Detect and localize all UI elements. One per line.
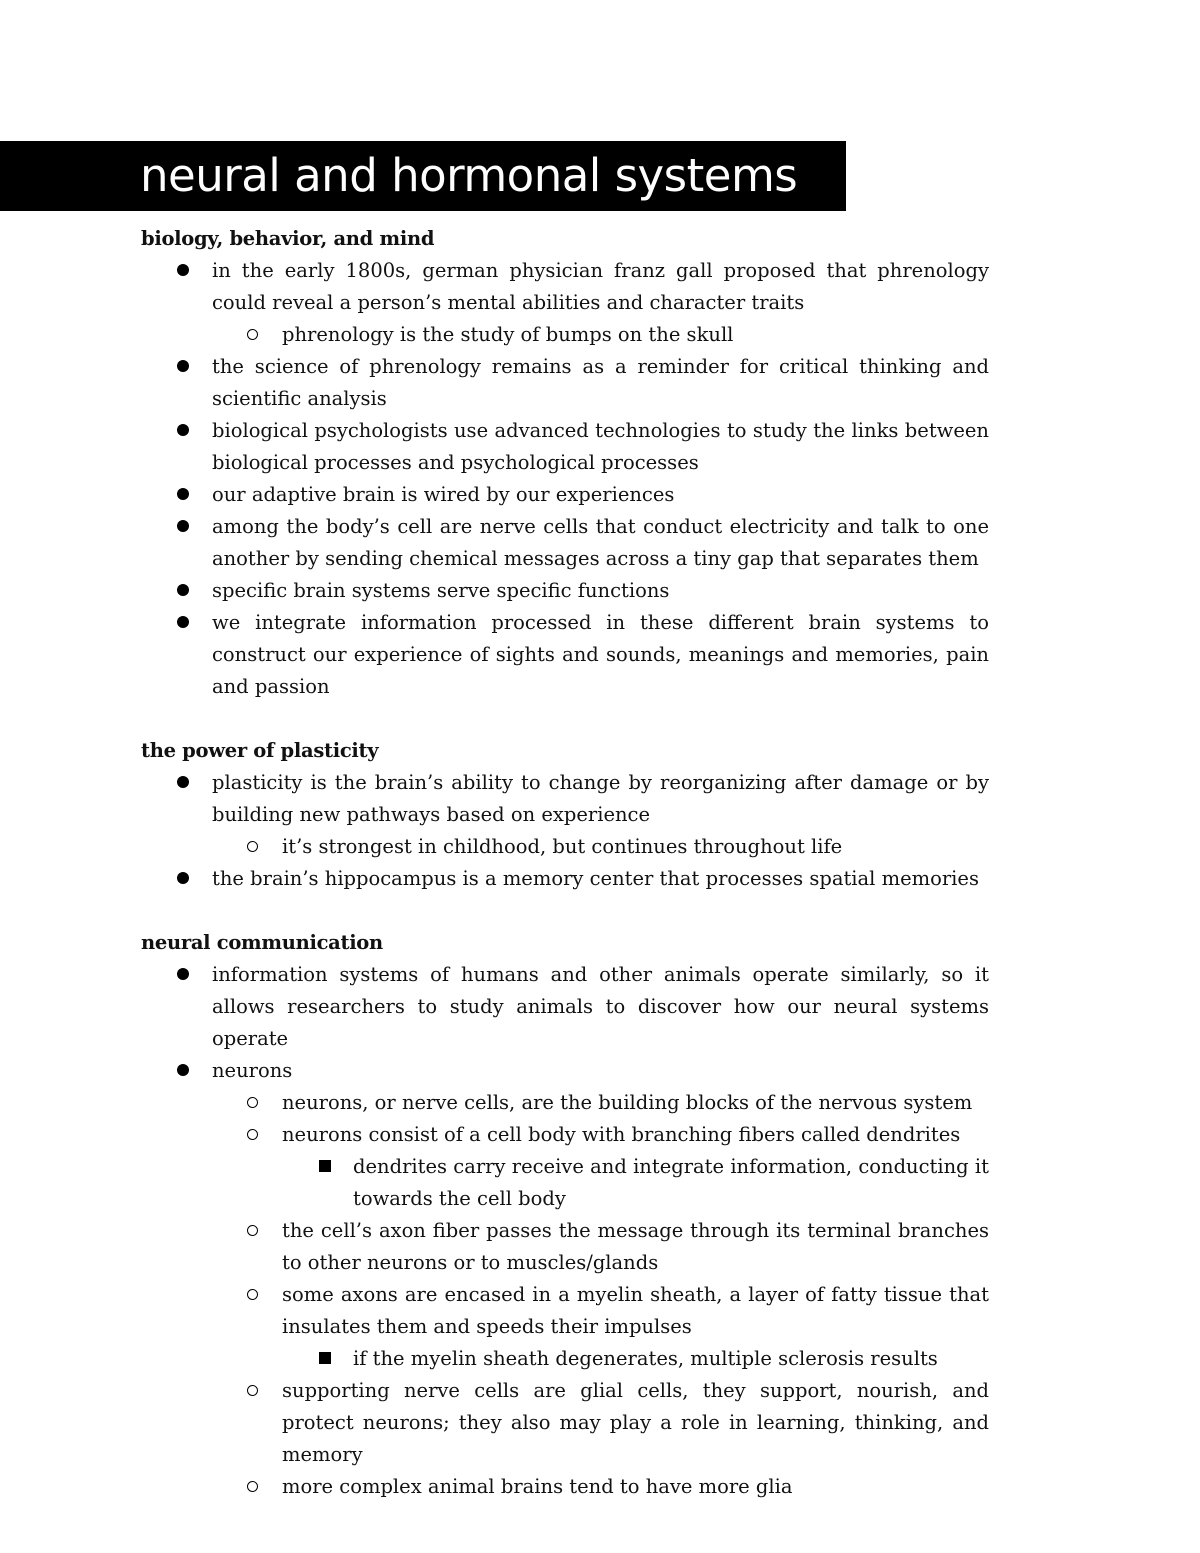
bullet-circle-icon (247, 1087, 258, 1119)
list-item: specific brain systems serve specific functions (141, 575, 989, 607)
bullet-dot-icon (177, 351, 189, 383)
bullet-circle-icon (247, 1375, 258, 1407)
bullet-circle-icon (247, 1119, 258, 1151)
bullet-square-icon (319, 1343, 331, 1375)
bullet-circle-icon (247, 1215, 258, 1247)
list-item: if the myelin sheath degenerates, multiple sclerosis results (141, 1343, 989, 1375)
bullet-dot-icon (177, 959, 189, 991)
list-item: neurons (141, 1055, 989, 1087)
page-title: neural and hormonal systems (0, 141, 846, 211)
bullet-dot-icon (177, 415, 189, 447)
bullet-dot-icon (177, 863, 189, 895)
bullet-dot-icon (177, 1055, 189, 1087)
list-item: the brain’s hippocampus is a memory center that processes spatial memories (141, 863, 989, 895)
list-item: plasticity is the brain’s ability to change by reorganizing after damage or by building new pathways based on experience (141, 767, 989, 831)
bullet-dot-icon (177, 575, 189, 607)
document-body (141, 223, 989, 1503)
section-heading: neural communication (141, 931, 383, 954)
bullet-circle-icon (247, 831, 258, 863)
list-item: the science of phrenology remains as a reminder for critical thinking and scientific analysis (141, 351, 989, 415)
bullet-dot-icon (177, 479, 189, 511)
list-item: more complex animal brains tend to have more glia (141, 1471, 989, 1503)
list-item: in the early 1800s, german physician franz gall proposed that phrenology could reveal a person’s mental abilities and character traits (141, 255, 989, 319)
list-item: among the body’s cell are nerve cells that conduct electricity and talk to one another by sending chemical messages across a tiny gap that separates them (141, 511, 989, 575)
bullet-dot-icon (177, 607, 189, 639)
list-item: information systems of humans and other animals operate similarly, so it allows researchers to study animals to discover how our neural systems operate (141, 959, 989, 1055)
list-item: biological psychologists use advanced technologies to study the links between biological processes and psychological processes (141, 415, 989, 479)
list-item: some axons are encased in a myelin sheath, a layer of fatty tissue that insulates them and speeds their impulses (141, 1279, 989, 1343)
list-item: neurons consist of a cell body with branching fibers called dendrites (141, 1119, 989, 1151)
section-heading: the power of plasticity (141, 739, 379, 762)
section-spacer (141, 895, 989, 927)
list-item: neurons, or nerve cells, are the building blocks of the nervous system (141, 1087, 989, 1119)
bullet-circle-icon (247, 319, 258, 351)
list-item: supporting nerve cells are glial cells, they support, nourish, and protect neurons; they also may play a role in learning, thinking, and memory (141, 1375, 989, 1471)
list-item: phrenology is the study of bumps on the skull (141, 319, 989, 351)
bullet-dot-icon (177, 511, 189, 543)
bullet-circle-icon (247, 1279, 258, 1311)
bullet-dot-icon (177, 767, 189, 799)
bullet-dot-icon (177, 255, 189, 287)
section-heading: biology, behavior, and mind (141, 227, 435, 250)
bullet-square-icon (319, 1151, 331, 1183)
bullet-circle-icon (247, 1471, 258, 1503)
list-item: it’s strongest in childhood, but continues throughout life (141, 831, 989, 863)
list-item: our adaptive brain is wired by our experiences (141, 479, 989, 511)
list-item: dendrites carry receive and integrate information, conducting it towards the cell body (141, 1151, 989, 1215)
list-item: we integrate information processed in these different brain systems to construct our experience of sights and sounds, meanings and memories, pain and passion (141, 607, 989, 703)
list-item: the cell’s axon fiber passes the message through its terminal branches to other neurons or to muscles/glands (141, 1215, 989, 1279)
section-spacer (141, 703, 989, 735)
